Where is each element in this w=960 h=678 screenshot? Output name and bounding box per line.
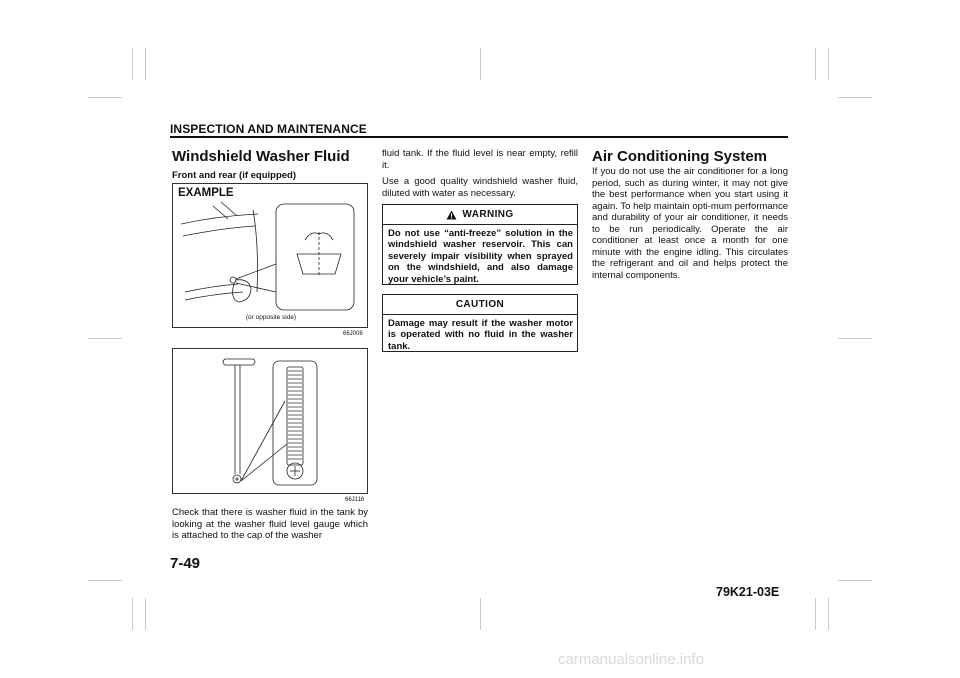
crop-mark [838,97,872,98]
watermark: carmanualsonline.info [558,651,704,668]
crop-mark [838,338,872,339]
crop-mark [88,580,122,581]
paragraph-air-conditioning: If you do not use the air conditioner for a long period, such as during winter, it may not give the best performance when you start using it again. To help maintain opti-mum performance and durability of your air conditioner, it needs to be run periodically. Operate the air conditioner at least once a month for one minute with the engine idling. This circulates the refrigerant and oil and helps protect the internal components. [592,166,788,281]
crop-mark [132,48,133,80]
caution-text: Damage may result if the washer motor is operated with no fluid in the washer tank. [388,318,573,352]
document-code: 79K21-03E [716,585,780,599]
figure-illustration [173,184,369,329]
warning-text: Do not use “anti-freeze” solution in the windshield washer reservoir. This can severely impair visibility when sprayed on the windshield, and also damage your vehicle’s paint. [388,228,573,285]
crop-mark [828,598,829,630]
crop-mark [88,338,122,339]
paragraph-check-washer-fluid: Check that there is washer fluid in the tank by looking at the washer fluid level gauge which is attached to the cap of the washer [172,507,368,541]
warning-triangle-icon [446,210,457,220]
section-header: INSPECTION AND MAINTENANCE [170,122,367,136]
figure-code: 66J116 [345,497,365,503]
caution-box [382,294,578,352]
warning-title: WARNING [462,209,514,220]
paragraph-fluid-quality: Use a good quality windshield washer fluid, diluted with water as necessary. [382,176,578,199]
subheading-front-rear: Front and rear (if equipped) [172,170,297,181]
caution-header [383,295,577,315]
section-title-air-conditioning: Air Conditioning System [592,148,768,165]
page-number: 7-49 [170,555,201,572]
figure-washer-reservoir-location [172,183,368,328]
gauge-illustration [173,349,369,495]
warning-header [383,205,577,225]
crop-mark [145,598,146,630]
warning-box [382,204,578,285]
crop-mark [838,580,872,581]
crop-mark [145,48,146,80]
crop-mark [132,598,133,630]
crop-mark [480,598,481,630]
figure-label: EXAMPLE [178,187,234,199]
figure-caption: (or opposite side) [245,314,297,321]
figure-fluid-level-gauge [172,348,368,494]
crop-mark [480,48,481,80]
crop-mark [815,48,816,80]
crop-mark [828,48,829,80]
crop-mark [88,97,122,98]
header-rule [170,136,788,138]
caution-title: CAUTION [455,299,505,310]
crop-mark [815,598,816,630]
section-title-washer-fluid: Windshield Washer Fluid [172,148,350,165]
paragraph-refill: fluid tank. If the fluid level is near empty, refill it. [382,148,578,171]
figure-code: 66J008 [343,331,363,337]
